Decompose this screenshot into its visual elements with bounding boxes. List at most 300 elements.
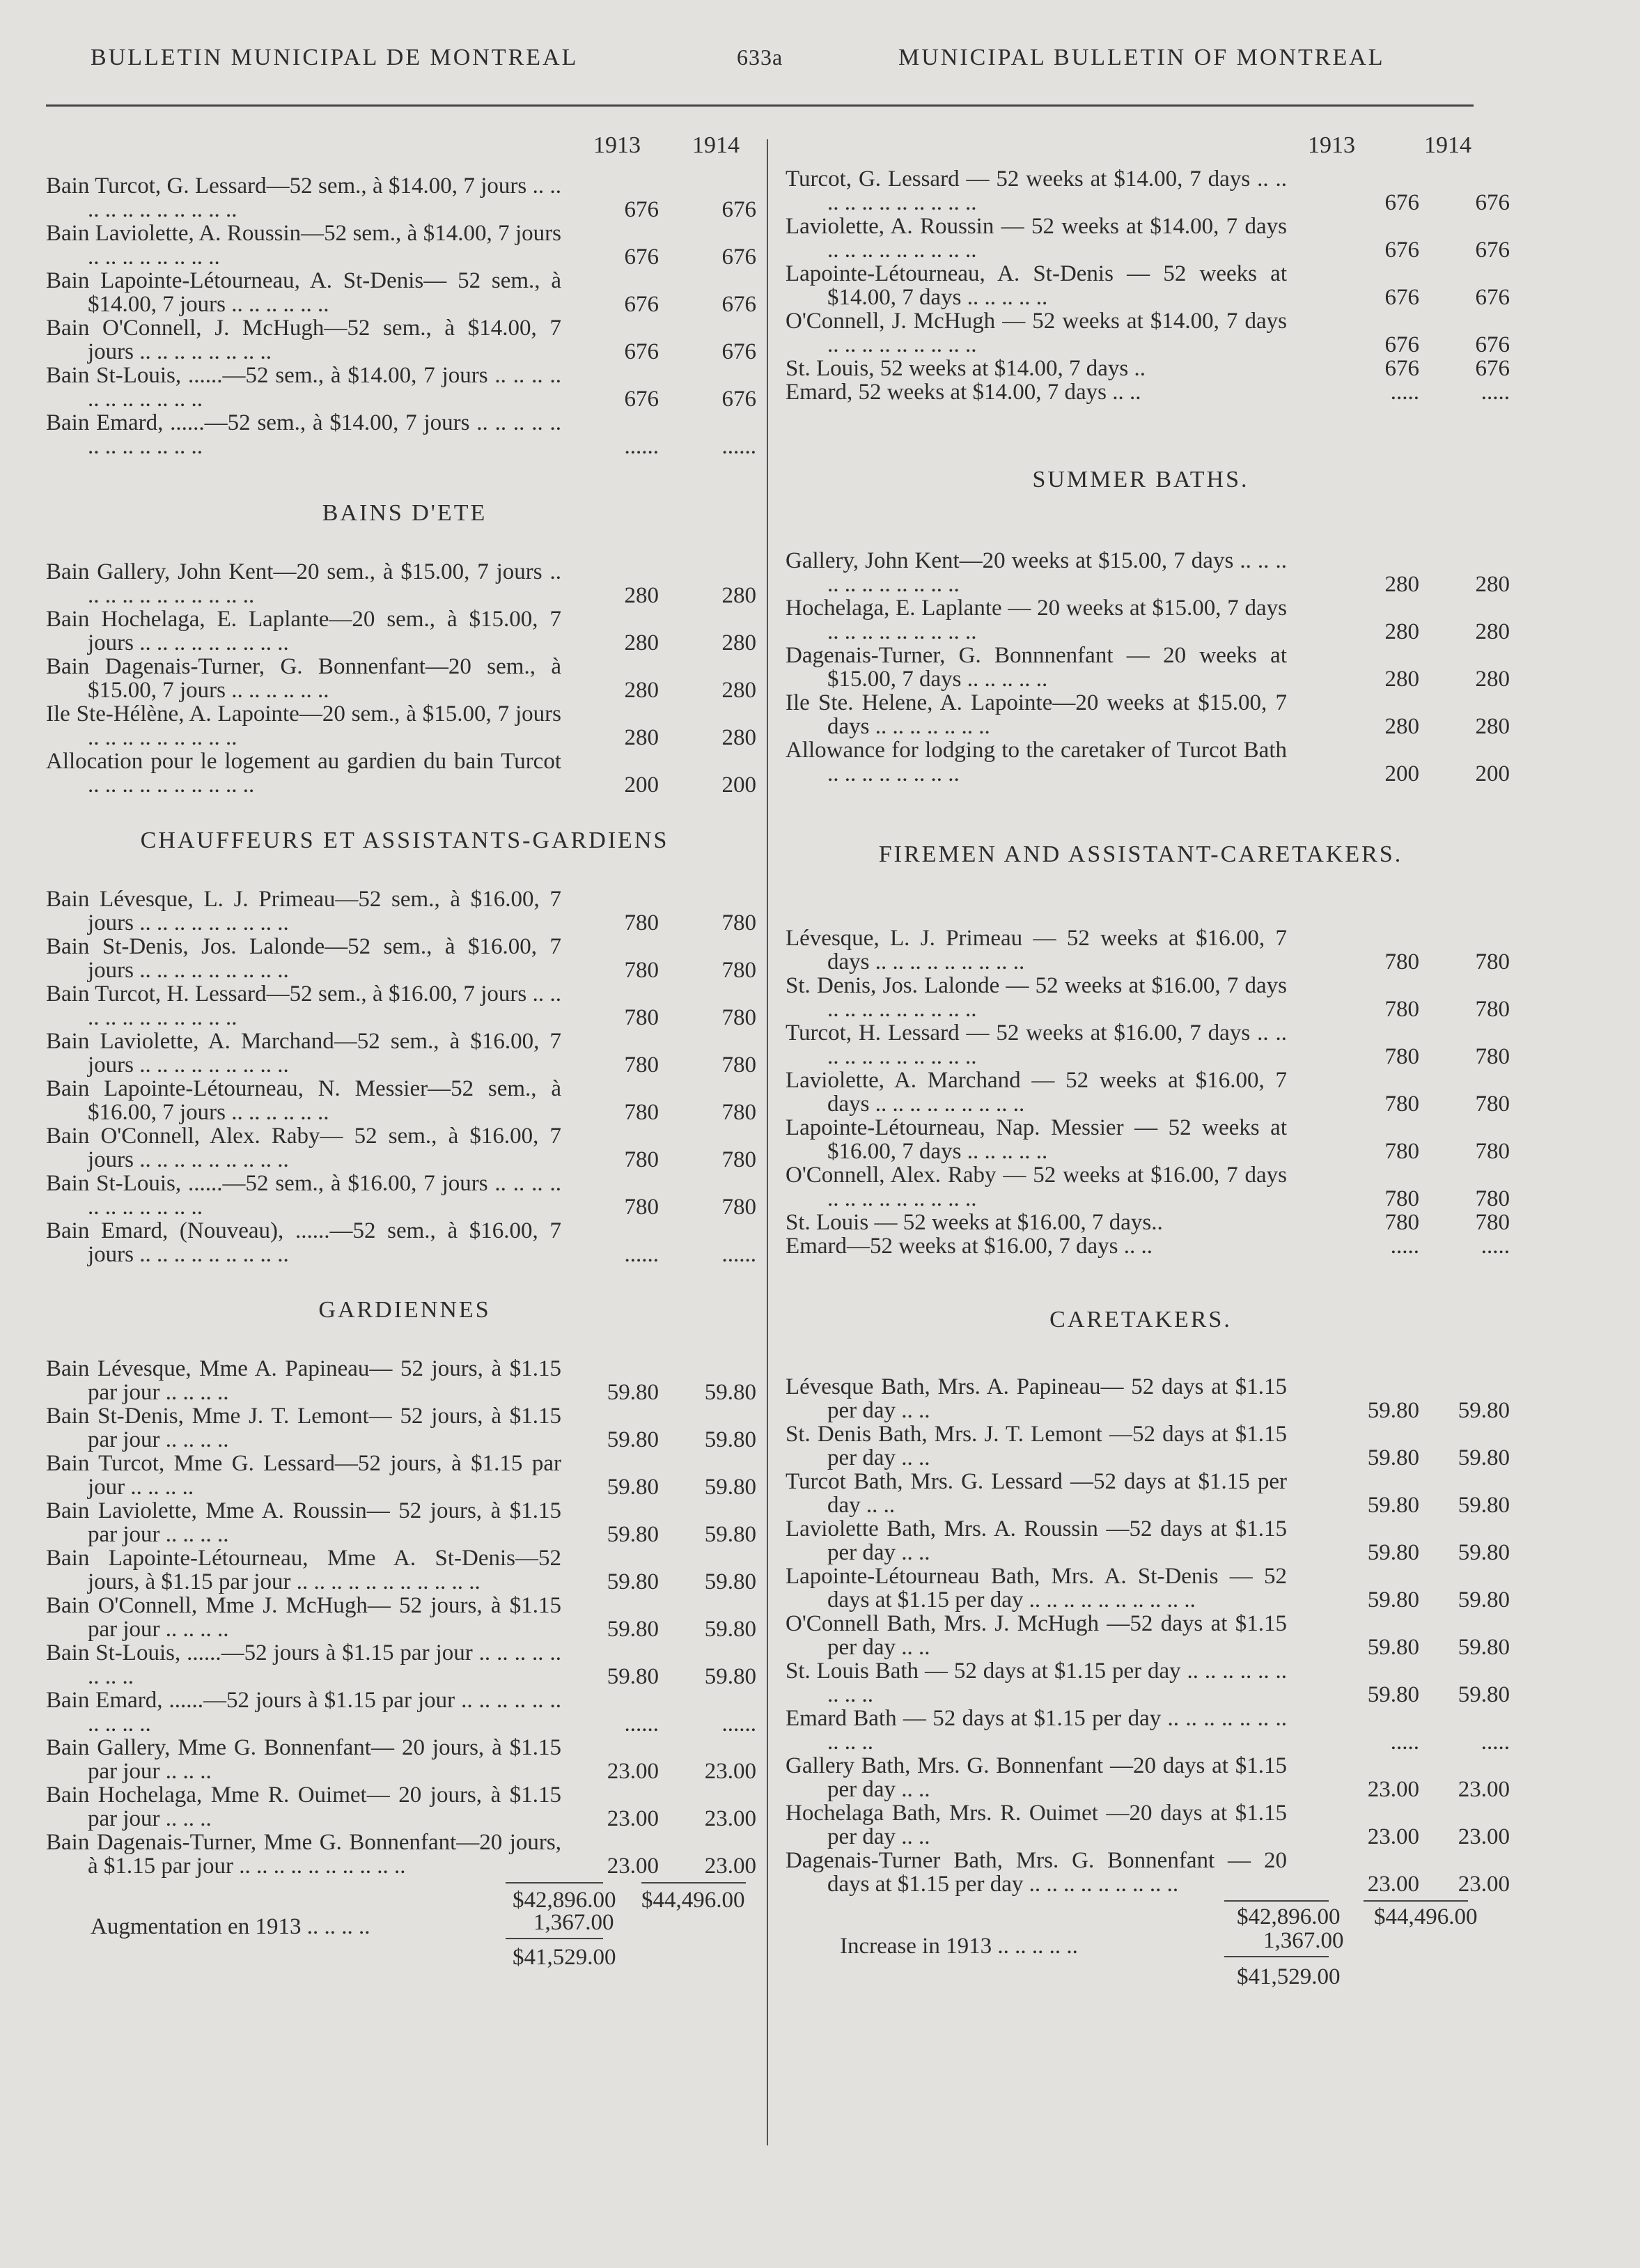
value-1913: 59.80	[1367, 1398, 1419, 1423]
value-1914: 59.80	[1458, 1493, 1510, 1518]
table-row	[46, 887, 763, 935]
table-row	[46, 1783, 763, 1831]
value-1913: 280	[624, 725, 659, 750]
row-description: Allocation pour le logement au gardien du bain Turcot .. .. .. .. .. .. .. .. .. ..	[46, 749, 561, 798]
row-description-cell	[786, 215, 1287, 262]
row-description-cell	[46, 1404, 561, 1452]
table-row	[786, 1115, 1510, 1164]
row-description: Laviolette Bath, Mrs. A. Roussin —52 days at $1.15 per day .. ..	[786, 1516, 1287, 1565]
row-description-cell	[786, 974, 1287, 1021]
value-1914: 780	[1475, 1092, 1510, 1117]
row-description-cell	[786, 309, 1287, 357]
row-description: Bain Lapointe-Létourneau, N. Messier—52 sem., à $16.00, 7 jours .. .. .. .. .. ..	[46, 1076, 561, 1125]
row-description: O'Connell, Alex. Raby — 52 weeks at $16.00, 7 days .. .. .. .. .. .. .. .. ..	[786, 1163, 1287, 1211]
table-row	[786, 1234, 1510, 1259]
value-1913: 23.00	[1367, 1777, 1419, 1802]
row-description-cell	[46, 1688, 561, 1736]
table-row	[46, 1641, 763, 1688]
table-row	[46, 1452, 763, 1499]
value-1914: 200	[721, 772, 756, 798]
table-row	[786, 1210, 1510, 1235]
row-description-cell	[786, 1849, 1287, 1896]
value-1913: 59.80	[607, 1427, 659, 1452]
table-row	[46, 316, 763, 364]
table-row	[46, 607, 763, 655]
value-1914: 676	[1475, 190, 1510, 215]
table-row	[46, 174, 763, 222]
value-1914: .....	[1481, 1234, 1510, 1259]
table-row	[46, 1831, 763, 1878]
value-1913: 676	[1384, 332, 1419, 357]
row-description-cell	[46, 887, 561, 935]
value-1913: 676	[624, 387, 659, 412]
group-summer-baths	[46, 560, 763, 797]
value-1913: 280	[624, 583, 659, 608]
row-description: Bain Turcot, G. Lessard—52 sem., à $14.00, 7 jours .. .. .. .. .. .. .. .. .. .. ..	[46, 173, 561, 222]
table-row	[46, 1594, 763, 1641]
row-description: Allowance for lodging to the caretaker of Turcot Bath .. .. .. .. .. .. .. ..	[786, 738, 1287, 786]
value-1913: 59.80	[607, 1475, 659, 1500]
value-1914: 59.80	[1458, 1682, 1510, 1707]
totals-block	[46, 1878, 763, 1996]
table-row	[786, 1848, 1510, 1897]
row-description-cell	[786, 1659, 1287, 1707]
row-description: Bain Gallery, Mme G. Bonnenfant— 20 jours, à $1.15 par jour .. .. ..	[46, 1735, 561, 1784]
row-description-cell	[786, 167, 1287, 215]
row-description-cell	[786, 1707, 1287, 1754]
table-row	[46, 222, 763, 269]
row-description-cell	[46, 1077, 561, 1124]
value-1914: 280	[1475, 667, 1510, 692]
value-1914: 280	[721, 630, 756, 655]
value-1914: 280	[721, 583, 756, 608]
value-1914: 23.00	[1458, 1872, 1510, 1897]
row-description-cell	[46, 1124, 561, 1172]
row-description-cell	[46, 655, 561, 702]
row-description-cell	[46, 411, 561, 458]
value-1913: 280	[624, 630, 659, 655]
table-row	[786, 1516, 1510, 1565]
section-title-bains-dete: BAINS D'ETE	[322, 500, 487, 526]
row-description: St. Louis, 52 weeks at $14.00, 7 days ..	[786, 356, 1146, 381]
row-description-cell	[786, 926, 1287, 974]
row-description: Bain Laviolette, A. Marchand—52 sem., à $16.00, 7 jours .. .. .. .. .. .. .. .. ..	[46, 1029, 561, 1078]
row-description-cell	[786, 262, 1287, 309]
row-description-cell	[786, 1234, 1287, 1258]
table-row	[786, 166, 1510, 215]
table-row	[46, 702, 763, 749]
row-description: Bain O'Connell, Mme J. McHugh— 52 jours, à $1.15 par jour .. .. .. ..	[46, 1593, 561, 1642]
table-row	[786, 1753, 1510, 1802]
value-1914: 780	[1475, 1186, 1510, 1211]
table-row	[786, 1564, 1510, 1613]
value-1913: ......	[624, 434, 659, 459]
value-1914: 780	[1475, 949, 1510, 974]
value-1913: 23.00	[607, 1806, 659, 1831]
total-rule-1914	[1364, 1900, 1468, 1902]
header-right-title: MUNICIPAL BULLETIN OF MONTREAL	[898, 45, 1385, 70]
french-column	[46, 125, 763, 1996]
row-description: Lapointe-Létourneau Bath, Mrs. A. St-Denis — 52 days at $1.15 per day .. .. .. .. .. .. .. .. .. ..	[786, 1564, 1287, 1613]
table-row	[46, 1124, 763, 1172]
value-1914: 676	[721, 244, 756, 270]
value-1914: 676	[721, 339, 756, 364]
row-description-cell	[786, 1517, 1287, 1564]
value-1913: 23.00	[607, 1759, 659, 1784]
total-1913: $42,896.00	[513, 1888, 616, 1913]
row-description: Hochelaga, E. Laplante — 20 weeks at $15.00, 7 days .. .. .. .. .. .. .. .. ..	[786, 596, 1287, 644]
value-1914: 23.00	[1458, 1824, 1510, 1849]
row-description: Ile Ste-Hélène, A. Lapointe—20 sem., à $15.00, 7 jours .. .. .. .. .. .. .. .. ..	[46, 701, 561, 750]
table-row	[786, 1611, 1510, 1660]
row-description: Bain Emard, ......—52 sem., à $14.00, 7 jours .. .. .. .. .. .. .. .. .. .. .. ..	[46, 410, 561, 459]
row-description-cell	[46, 935, 561, 982]
value-1913: 23.00	[607, 1854, 659, 1879]
row-description: Bain O'Connell, J. McHugh—52 sem., à $14.00, 7 jours .. .. .. .. .. .. .. ..	[46, 316, 561, 364]
row-description: St. Louis — 52 weeks at $16.00, 7 days..	[786, 1210, 1163, 1235]
value-1913: 676	[1384, 238, 1419, 263]
row-description-cell	[786, 1069, 1287, 1116]
table-row	[46, 1172, 763, 1219]
table-row	[786, 1374, 1510, 1423]
row-description-cell	[786, 1612, 1287, 1659]
value-1914: 676	[1475, 356, 1510, 381]
section-title-caretakers: CARETAKERS.	[1049, 1307, 1232, 1333]
row-description: Bain Lapointe-Létourneau, Mme A. St-Denis—52 jours, à $1.15 par jour .. .. .. .. .. .. .. .. .. .. ..	[46, 1546, 561, 1594]
total-rule-1913	[506, 1882, 603, 1883]
section-title-firemen: FIREMEN AND ASSISTANT-CARETAKERS.	[878, 841, 1403, 867]
total-1914: $44,496.00	[1374, 1904, 1478, 1929]
value-1913: 59.80	[607, 1664, 659, 1689]
row-description: Lévesque Bath, Mrs. A. Papineau— 52 days at $1.15 per day .. ..	[786, 1374, 1287, 1423]
value-1914: 676	[721, 387, 756, 412]
value-1914: 280	[721, 678, 756, 703]
row-description: Bain Emard, ......—52 jours à $1.15 par jour .. .. .. .. .. .. .. .. .. ..	[46, 1688, 561, 1737]
row-description: Dagenais-Turner Bath, Mrs. G. Bonnenfant — 20 days at $1.15 per day .. .. .. .. .. .. .. .. ..	[786, 1848, 1287, 1897]
totals-block	[786, 1896, 1496, 2014]
table-row	[786, 380, 1510, 405]
value-1913: 59.80	[1367, 1540, 1419, 1565]
table-row	[786, 690, 1510, 739]
table-row	[46, 1688, 763, 1736]
row-description: Lévesque, L. J. Primeau — 52 weeks at $16.00, 7 days .. .. .. .. .. .. .. .. ..	[786, 926, 1287, 974]
year-1913: 1913	[1308, 132, 1355, 158]
table-row	[786, 548, 1510, 597]
row-description-cell	[46, 607, 561, 655]
row-description-cell	[46, 1831, 561, 1878]
row-description: St. Louis Bath — 52 days at $1.15 per day .. .. .. .. .. .. .. .. ..	[786, 1659, 1287, 1707]
row-description-cell	[786, 1163, 1287, 1211]
row-description: Bain Turcot, Mme G. Lessard—52 jours, à $1.15 par jour .. .. .. ..	[46, 1451, 561, 1500]
table-row	[786, 596, 1510, 644]
row-description-cell	[786, 1021, 1287, 1069]
row-description: Bain Lévesque, L. J. Primeau—52 sem., à $16.00, 7 jours .. .. .. .. .. .. .. .. ..	[46, 887, 561, 935]
row-description: O'Connell Bath, Mrs. J. McHugh —52 days at $1.15 per day .. ..	[786, 1611, 1287, 1660]
table-row	[46, 1499, 763, 1546]
value-1913: 780	[1384, 997, 1419, 1022]
table-row	[786, 1801, 1510, 1849]
value-1914: .....	[1481, 1730, 1510, 1755]
table-row	[46, 655, 763, 702]
row-description: Bain Turcot, H. Lessard—52 sem., à $16.00, 7 jours .. .. .. .. .. .. .. .. .. .. ..	[46, 981, 561, 1030]
row-description: Bain St-Denis, Jos. Lalonde—52 sem., à $16.00, 7 jours .. .. .. .. .. .. .. .. ..	[46, 934, 561, 983]
section-title-gardiennes: GARDIENNES	[318, 1297, 491, 1323]
value-1913: ......	[624, 1711, 659, 1737]
value-1914: ......	[721, 434, 756, 459]
total-rule-1914	[641, 1882, 746, 1883]
table-row	[46, 1357, 763, 1404]
value-1913: .....	[1390, 1730, 1419, 1755]
row-description: Gallery Bath, Mrs. G. Bonnenfant —20 days at $1.15 per day .. ..	[786, 1753, 1287, 1802]
value-1914: 780	[1475, 997, 1510, 1022]
row-description-cell	[786, 1422, 1287, 1470]
value-1913: 780	[1384, 1044, 1419, 1069]
value-1913: 59.80	[607, 1522, 659, 1547]
row-description: O'Connell, J. McHugh — 52 weeks at $14.00, 7 days .. .. .. .. .. .. .. .. ..	[786, 309, 1287, 357]
row-description-cell	[46, 1736, 561, 1783]
table-row	[786, 1469, 1510, 1518]
total-1914: $44,496.00	[641, 1888, 745, 1913]
value-1913: 676	[624, 197, 659, 222]
value-1913: 780	[624, 910, 659, 935]
row-description-cell	[46, 749, 561, 797]
group-caretakers	[786, 1374, 1510, 1897]
value-1913: 676	[1384, 356, 1419, 381]
value-1914: 280	[1475, 714, 1510, 739]
value-1913: 676	[1384, 190, 1419, 215]
value-1913: 59.80	[1367, 1445, 1419, 1470]
row-description-cell	[786, 357, 1287, 380]
value-1913: 59.80	[607, 1569, 659, 1594]
row-description-cell	[786, 1375, 1287, 1422]
row-description: Laviolette, A. Roussin — 52 weeks at $14.00, 7 days .. .. .. .. .. .. .. .. ..	[786, 214, 1287, 263]
row-description: Ile Ste. Helene, A. Lapointe—20 weeks at $15.00, 7 days .. .. .. .. .. .. ..	[786, 690, 1287, 739]
value-1913: 676	[624, 244, 659, 270]
row-description-cell	[46, 1452, 561, 1499]
value-1914: 780	[721, 1053, 756, 1078]
year-1914: 1914	[1424, 132, 1471, 158]
value-1913: 59.80	[1367, 1587, 1419, 1613]
value-1914: 23.00	[1458, 1777, 1510, 1802]
row-description: Lapointe-Létourneau, Nap. Messier — 52 weeks at $16.00, 7 days .. .. .. .. ..	[786, 1115, 1287, 1164]
row-description-cell	[46, 222, 561, 269]
value-1913: 200	[1384, 761, 1419, 786]
row-description-cell	[786, 1754, 1287, 1801]
row-description: Bain St-Louis, ......—52 sem., à $16.00, 7 jours .. .. .. .. .. .. .. .. .. .. ..	[46, 1171, 561, 1220]
value-1914: 59.80	[1458, 1635, 1510, 1660]
header-rule	[46, 104, 1474, 107]
group-regular-baths	[786, 166, 1510, 405]
header-left-title: BULLETIN MUNICIPAL DE MONTREAL	[91, 45, 579, 70]
row-description-cell	[46, 1172, 561, 1219]
group-summer-baths	[786, 548, 1510, 786]
row-description: Bain Laviolette, A. Roussin—52 sem., à $14.00, 7 jours .. .. .. .. .. .. .. ..	[46, 221, 561, 270]
net-rule	[506, 1938, 603, 1939]
english-column	[786, 125, 1510, 2014]
value-1913: 780	[624, 1147, 659, 1172]
value-1914: 200	[1475, 761, 1510, 786]
value-1913: 23.00	[1367, 1872, 1419, 1897]
table-row	[786, 1020, 1510, 1069]
row-description: Lapointe-Létourneau, A. St-Denis — 52 weeks at $14.00, 7 days .. .. .. .. ..	[786, 261, 1287, 310]
increase-value: 1,367.00	[533, 1910, 614, 1935]
group-caretakers	[46, 1357, 763, 1878]
row-description: Turcot, G. Lessard — 52 weeks at $14.00, 7 days .. .. .. .. .. .. .. .. .. .. ..	[786, 166, 1287, 215]
value-1914: 59.80	[704, 1522, 756, 1547]
value-1914: 59.80	[1458, 1587, 1510, 1613]
row-description: Bain Hochelaga, E. Laplante—20 sem., à $15.00, 7 jours .. .. .. .. .. .. .. .. ..	[46, 607, 561, 655]
table-row	[46, 1404, 763, 1452]
value-1913: 59.80	[1367, 1493, 1419, 1518]
row-description: Dagenais-Turner, G. Bonnnenfant — 20 weeks at $15.00, 7 days .. .. .. .. ..	[786, 643, 1287, 692]
row-description: St. Denis Bath, Mrs. J. T. Lemont —52 days at $1.15 per day .. ..	[786, 1422, 1287, 1470]
value-1914: 280	[1475, 619, 1510, 644]
value-1914: .....	[1481, 380, 1510, 405]
value-1914: 676	[721, 197, 756, 222]
year-1914: 1914	[692, 132, 740, 158]
value-1913: 780	[624, 1053, 659, 1078]
value-1913: 280	[1384, 619, 1419, 644]
row-description: Hochelaga Bath, Mrs. R. Ouimet —20 days at $1.15 per day .. ..	[786, 1801, 1287, 1849]
section-title-chauffeurs: CHAUFFEURS ET ASSISTANTS-GARDIENS	[140, 828, 669, 853]
value-1914: 59.80	[704, 1664, 756, 1689]
value-1914: 280	[1475, 572, 1510, 597]
row-description: Bain Hochelaga, Mme R. Ouimet— 20 jours, à $1.15 par jour .. .. ..	[46, 1782, 561, 1831]
value-1914: 676	[721, 292, 756, 317]
value-1913: 280	[1384, 572, 1419, 597]
page-number: 633a	[737, 45, 783, 70]
value-1914: 23.00	[704, 1806, 756, 1831]
table-row	[786, 926, 1510, 974]
row-description-cell	[46, 1594, 561, 1641]
value-1914: ......	[721, 1242, 756, 1267]
table-row	[46, 982, 763, 1030]
value-1913: 280	[1384, 667, 1419, 692]
value-1913: 780	[624, 1100, 659, 1125]
row-description-cell	[46, 316, 561, 364]
value-1914: 780	[1475, 1139, 1510, 1164]
value-1913: 780	[1384, 949, 1419, 974]
row-description-cell	[786, 1211, 1287, 1234]
row-description: Laviolette, A. Marchand — 52 weeks at $16.00, 7 days .. .. .. .. .. .. .. .. ..	[786, 1068, 1287, 1117]
row-description-cell	[786, 1564, 1287, 1612]
value-1913: ......	[624, 1242, 659, 1267]
value-1914: 59.80	[704, 1617, 756, 1642]
table-row	[786, 1422, 1510, 1470]
table-row	[786, 214, 1510, 263]
year-header	[46, 125, 763, 174]
value-1914: 676	[1475, 238, 1510, 263]
value-1913: .....	[1390, 380, 1419, 405]
value-1914: ......	[721, 1711, 756, 1737]
section-title-summer-baths: SUMMER BATHS.	[1032, 467, 1249, 492]
group-firemen	[46, 887, 763, 1266]
year-1913: 1913	[593, 132, 641, 158]
table-row	[46, 560, 763, 607]
table-row	[786, 643, 1510, 692]
table-row	[786, 1163, 1510, 1211]
row-description: St. Denis, Jos. Lalonde — 52 weeks at $16.00, 7 days .. .. .. .. .. .. .. .. ..	[786, 973, 1287, 1022]
value-1914: 676	[1475, 332, 1510, 357]
value-1913: 780	[1384, 1186, 1419, 1211]
row-description-cell	[46, 560, 561, 607]
table-row	[46, 1219, 763, 1266]
row-description-cell	[46, 1783, 561, 1831]
value-1913: 676	[624, 339, 659, 364]
value-1914: 780	[721, 1195, 756, 1220]
value-1913: 676	[624, 292, 659, 317]
increase-value: 1,367.00	[1263, 1928, 1344, 1953]
value-1913: 23.00	[1367, 1824, 1419, 1849]
row-description-cell	[46, 174, 561, 222]
row-description-cell	[46, 1357, 561, 1404]
table-row	[46, 749, 763, 797]
row-description: Bain Lévesque, Mme A. Papineau— 52 jours, à $1.15 par jour .. .. .. ..	[46, 1356, 561, 1405]
value-1914: 59.80	[704, 1380, 756, 1405]
row-description-cell	[786, 1801, 1287, 1849]
table-row	[786, 738, 1510, 786]
row-description: Bain Emard, (Nouveau), ......—52 sem., à $16.00, 7 jours .. .. .. .. .. .. .. .. ..	[46, 1218, 561, 1267]
value-1914: 59.80	[1458, 1445, 1510, 1470]
row-description: Bain St-Louis, ......—52 sem., à $14.00, 7 jours .. .. .. .. .. .. .. .. .. .. ..	[46, 363, 561, 412]
value-1913: 59.80	[1367, 1682, 1419, 1707]
value-1914: 59.80	[704, 1569, 756, 1594]
column-divider	[767, 139, 768, 2145]
increase-label: Increase in 1913 .. .. .. .. ..	[840, 1934, 1078, 1959]
table-row	[46, 269, 763, 316]
net-rule	[1224, 1956, 1329, 1957]
row-description-cell	[786, 1116, 1287, 1163]
row-description-cell	[786, 644, 1287, 691]
table-row	[46, 1736, 763, 1783]
value-1914: 23.00	[704, 1759, 756, 1784]
value-1913: 59.80	[1367, 1635, 1419, 1660]
value-1913: 200	[624, 772, 659, 798]
row-description: Emard—52 weeks at $16.00, 7 days .. ..	[786, 1234, 1153, 1259]
row-description: Bain Gallery, John Kent—20 sem., à $15.00, 7 jours .. .. .. .. .. .. .. .. .. .. ..	[46, 559, 561, 608]
group-firemen	[786, 926, 1510, 1259]
row-description: Bain Lapointe-Létourneau, A. St-Denis— 52 sem., à $14.00, 7 jours .. .. .. .. .. ..	[46, 268, 561, 317]
row-description-cell	[786, 1470, 1287, 1517]
row-description-cell	[46, 982, 561, 1030]
row-description-cell	[46, 269, 561, 316]
row-description-cell	[46, 1219, 561, 1266]
row-description: Turcot, H. Lessard — 52 weeks at $16.00, 7 days .. .. .. .. .. .. .. .. .. .. ..	[786, 1020, 1287, 1069]
row-description: Bain Dagenais-Turner, G. Bonnenfant—20 sem., à $15.00, 7 jours .. .. .. .. .. ..	[46, 654, 561, 703]
table-row	[46, 411, 763, 458]
value-1913: 280	[1384, 714, 1419, 739]
row-description: Bain St-Louis, ......—52 jours à $1.15 par jour .. .. .. .. .. .. .. ..	[46, 1640, 561, 1689]
table-row	[786, 1068, 1510, 1117]
table-row	[46, 1077, 763, 1124]
row-description: Bain Laviolette, Mme A. Roussin— 52 jours, à $1.15 par jour .. .. .. ..	[46, 1498, 561, 1547]
row-description: Emard, 52 weeks at $14.00, 7 days .. ..	[786, 380, 1141, 405]
value-1913: 59.80	[607, 1617, 659, 1642]
row-description: Bain Dagenais-Turner, Mme G. Bonnenfant—20 jours, à $1.15 par jour .. .. .. .. .. .. .. .. .. ..	[46, 1830, 561, 1879]
group-regular-baths	[46, 174, 763, 458]
row-description-cell	[786, 380, 1287, 404]
row-description-cell	[46, 1546, 561, 1594]
row-description: Turcot Bath, Mrs. G. Lessard —52 days at $1.15 per day .. ..	[786, 1469, 1287, 1518]
increase-label: Augmentation en 1913 .. .. .. ..	[91, 1914, 370, 1939]
table-row	[786, 309, 1510, 357]
table-row	[786, 356, 1510, 381]
row-description: Bain St-Denis, Mme J. T. Lemont— 52 jours, à $1.15 par jour .. .. .. ..	[46, 1404, 561, 1452]
row-description-cell	[46, 1499, 561, 1546]
row-description-cell	[786, 738, 1287, 786]
total-rule-1913	[1224, 1900, 1329, 1902]
table-row	[46, 364, 763, 411]
